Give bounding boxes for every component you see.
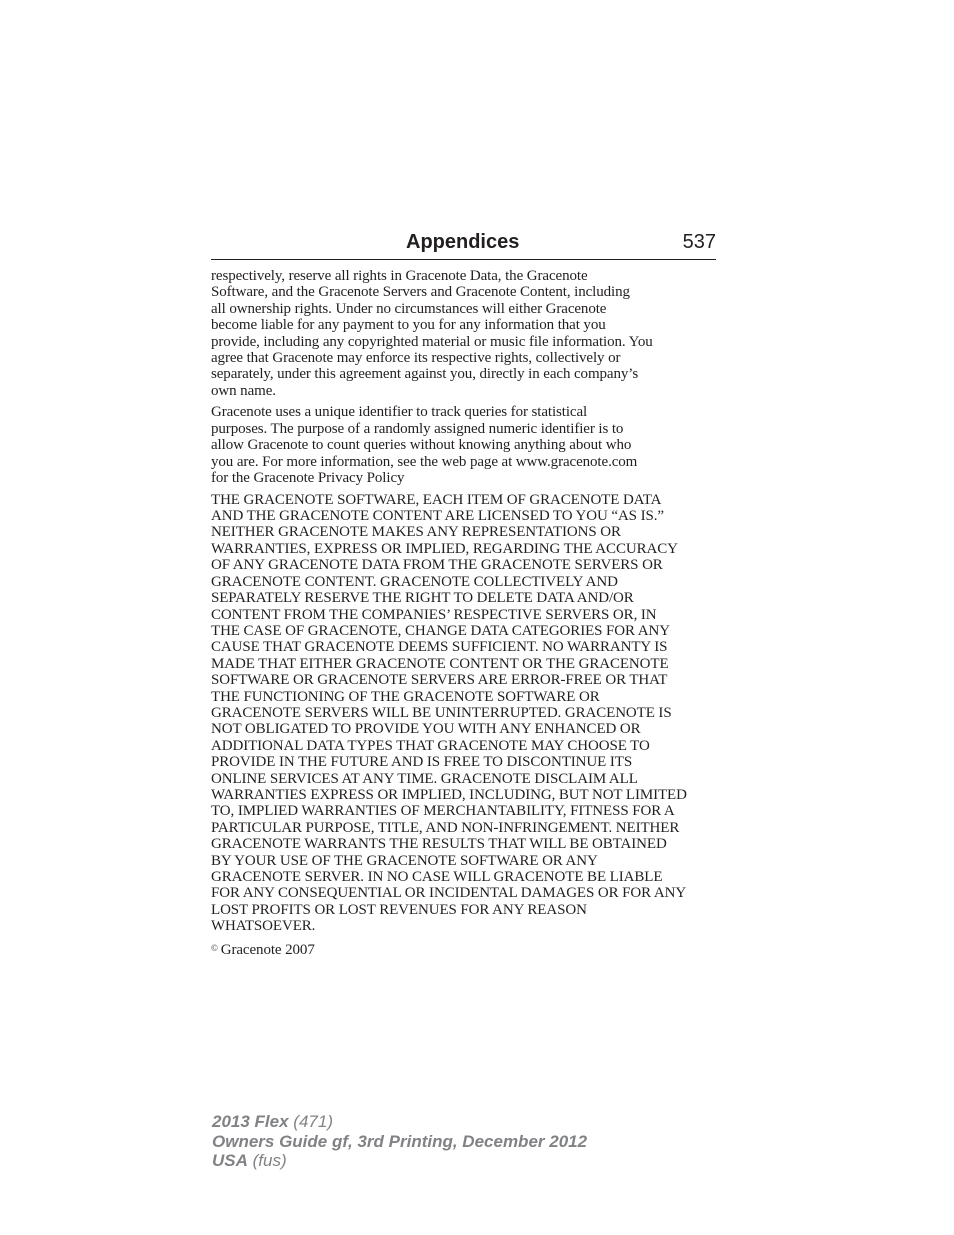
page-header bbox=[211, 229, 716, 260]
text-line: GRACENOTE WARRANTS THE RESULTS THAT WILL BE OBTAINED bbox=[211, 836, 667, 853]
text-line: own name. bbox=[211, 382, 276, 399]
text-line: ADDITIONAL DATA TYPES THAT GRACENOTE MAY CHOOSE TO bbox=[211, 737, 650, 754]
text-line: purposes. The purpose of a randomly assigned numeric identifier is to bbox=[211, 420, 624, 437]
text-line: PARTICULAR PURPOSE, TITLE, AND NON-INFRINGEMENT. NEITHER bbox=[211, 819, 680, 836]
text-line: separately, under this agreement against you, directly in each company’s bbox=[211, 366, 639, 383]
text-line: Gracenote uses a unique identifier to track queries for statistical bbox=[211, 404, 588, 421]
text-line: agree that Gracenote may enforce its respective rights, collectively or bbox=[211, 350, 621, 367]
paragraph-3 bbox=[211, 492, 717, 935]
text-line: GRACENOTE CONTENT. GRACENOTE COLLECTIVELY AND bbox=[211, 573, 618, 590]
footer-model-line bbox=[212, 1112, 587, 1132]
text-line: THE CASE OF GRACENOTE, CHANGE DATA CATEGORIES FOR ANY bbox=[211, 622, 670, 639]
text-line: CAUSE THAT GRACENOTE DEEMS SUFFICIENT. NO WARRANTY IS bbox=[211, 639, 668, 656]
text-line: GRACENOTE SERVERS WILL BE UNINTERRUPTED. GRACENOTE IS bbox=[211, 704, 672, 721]
copyright-symbol: © bbox=[211, 942, 218, 953]
paragraph-1 bbox=[211, 268, 717, 399]
footer-guide-line bbox=[212, 1132, 587, 1152]
footer-model-code: (471) bbox=[293, 1112, 333, 1131]
footer-guide: Owners Guide gf, 3rd Printing, December 2012 bbox=[212, 1131, 588, 1151]
text-line: all ownership rights. Under no circumstances will either Gracenote bbox=[211, 300, 607, 317]
text-line: allow Gracenote to count queries without knowing anything about who bbox=[211, 437, 632, 454]
text-line: AND THE GRACENOTE CONTENT ARE LICENSED TO YOU “AS IS.” bbox=[211, 508, 664, 525]
text-line: FOR ANY CONSEQUENTIAL OR INCIDENTAL DAMAGES OR FOR ANY bbox=[211, 885, 687, 902]
copyright-notice bbox=[211, 940, 717, 958]
text-line: WARRANTIES, EXPRESS OR IMPLIED, REGARDING THE ACCURACY bbox=[211, 540, 678, 557]
text-line: for the Gracenote Privacy Policy bbox=[211, 470, 405, 487]
body-text bbox=[211, 268, 717, 958]
text-line: CONTENT FROM THE COMPANIES’ RESPECTIVE SERVERS OR, IN bbox=[211, 606, 657, 623]
paragraph-2 bbox=[211, 404, 717, 486]
footer-market: USA bbox=[212, 1151, 248, 1170]
text-line: BY YOUR USE OF THE GRACENOTE SOFTWARE OR ANY bbox=[211, 852, 598, 869]
text-line: provide, including any copyrighted material or music file information. You bbox=[211, 333, 653, 350]
section-title: Appendices bbox=[406, 231, 520, 253]
text-line: OF ANY GRACENOTE DATA FROM THE GRACENOTE SERVERS OR bbox=[211, 557, 663, 574]
paragraph-list bbox=[211, 268, 717, 935]
text-line: THE GRACENOTE SOFTWARE, EACH ITEM OF GRACENOTE DATA bbox=[211, 491, 662, 508]
text-line: NEITHER GRACENOTE MAKES ANY REPRESENTATIONS OR bbox=[211, 524, 621, 541]
text-line: you are. For more information, see the web page at www.gracenote.com bbox=[211, 453, 638, 470]
text-line: respectively, reserve all rights in Gracenote Data, the Gracenote bbox=[211, 268, 588, 284]
page-footer bbox=[212, 1112, 587, 1171]
text-line: LOST PROFITS OR LOST REVENUES FOR ANY REASON bbox=[211, 901, 587, 918]
text-line: SOFTWARE OR GRACENOTE SERVERS ARE ERROR-FREE OR THAT bbox=[211, 672, 668, 689]
text-line: SEPARATELY RESERVE THE RIGHT TO DELETE DATA AND/OR bbox=[211, 590, 634, 607]
text-line: MADE THAT EITHER GRACENOTE CONTENT OR THE GRACENOTE bbox=[211, 655, 669, 672]
footer-model: 2013 Flex bbox=[212, 1112, 289, 1131]
text-line: TO, IMPLIED WARRANTIES OF MERCHANTABILITY, FITNESS FOR A bbox=[211, 803, 675, 820]
text-line: THE FUNCTIONING OF THE GRACENOTE SOFTWARE OR bbox=[211, 688, 600, 705]
text-line: WARRANTIES EXPRESS OR IMPLIED, INCLUDING, BUT NOT LIMITED bbox=[211, 786, 687, 803]
copyright-text: Gracenote 2007 bbox=[220, 941, 315, 958]
text-line: Software, and the Gracenote Servers and Gracenote Content, including bbox=[211, 284, 630, 301]
text-line: become liable for any payment to you for any information that you bbox=[211, 317, 606, 334]
text-line: GRACENOTE SERVER. IN NO CASE WILL GRACENOTE BE LIABLE bbox=[211, 869, 663, 885]
text-line: WHATSOEVER. bbox=[211, 918, 316, 935]
text-line: PROVIDE IN THE FUTURE AND IS FREE TO DISCONTINUE ITS bbox=[211, 754, 633, 771]
footer-market-code: (fus) bbox=[252, 1151, 287, 1170]
text-line: NOT OBLIGATED TO PROVIDE YOU WITH ANY ENHANCED OR bbox=[211, 721, 641, 738]
footer-market-line bbox=[212, 1151, 587, 1171]
page-number: 537 bbox=[682, 231, 716, 253]
text-line: ONLINE SERVICES AT ANY TIME. GRACENOTE DISCLAIM ALL bbox=[211, 770, 638, 787]
